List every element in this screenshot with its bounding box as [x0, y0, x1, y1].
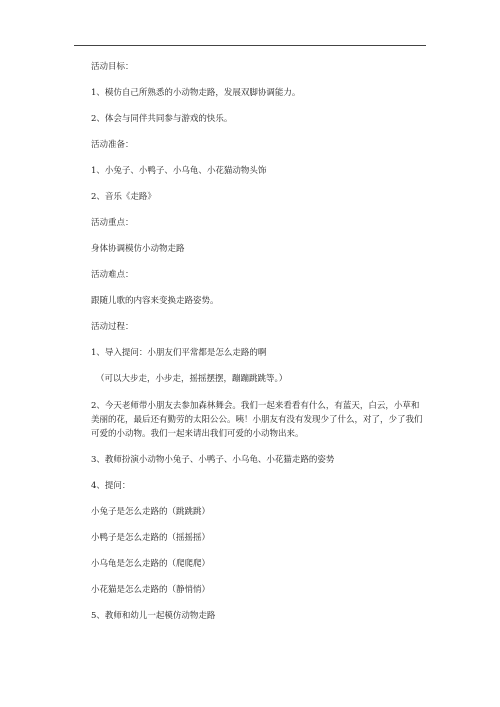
preparation-item-2: 2、音乐《走路》 [91, 192, 156, 202]
process-note: （可以大步走，小步走，摇摇摆摆，蹦蹦跳跳等。） [96, 374, 288, 384]
section-heading-focus: 活动重点： [91, 218, 134, 228]
goal-item-2: 2、体会与同伴共同参与游戏的快乐。 [91, 114, 233, 124]
question-rabbit: 小兔子是怎么走路的（跳跳跳） [91, 507, 211, 517]
section-heading-goals: 活动目标： [91, 62, 134, 72]
section-heading-difficulty: 活动难点： [91, 270, 134, 280]
question-duck: 小鸭子是怎么走路的（摇摇摇） [91, 533, 211, 543]
header-rule [74, 45, 426, 46]
question-cat: 小花猫是怎么走路的（静悄悄） [91, 585, 211, 595]
process-item-3: 3、教师扮演小动物小兔子、小鸭子、小乌龟、小花猫走路的姿势 [91, 455, 335, 465]
section-heading-process: 活动过程： [91, 322, 134, 332]
document-body [74, 61, 426, 622]
goal-item-1: 1、模仿自己所熟悉的小动物走路，发展双脚协调能力。 [91, 88, 301, 98]
question-turtle: 小乌龟是怎么走路的（爬爬爬） [91, 559, 211, 569]
process-item-1: 1、导入提问：小朋友们平常都是怎么走路的啊 [91, 348, 267, 358]
difficulty-text: 跟随儿歌的内容来变换走路姿势。 [91, 296, 219, 306]
process-item-5: 5、教师和幼儿一起模仿动物走路 [91, 611, 216, 621]
process-item-4: 4、提问： [91, 481, 131, 491]
preparation-item-1: 1、小兔子、小鸭子、小乌龟、小花猫动物头饰 [91, 166, 267, 176]
section-heading-preparation: 活动准备： [91, 140, 134, 150]
process-item-2: 2、今天老师带小朋友去参加森林舞会。我们一起来看看有什么，有蓝天，白云，小草和美丽的花，最后还有勤劳的太阳公公。咦！小朋友有没有发现少了什么，对了，少了我们可爱的小动物。我们一起来请出我们可爱的小动物出来。 [91, 401, 423, 439]
focus-text: 身体协调模仿小动物走路 [91, 244, 185, 254]
